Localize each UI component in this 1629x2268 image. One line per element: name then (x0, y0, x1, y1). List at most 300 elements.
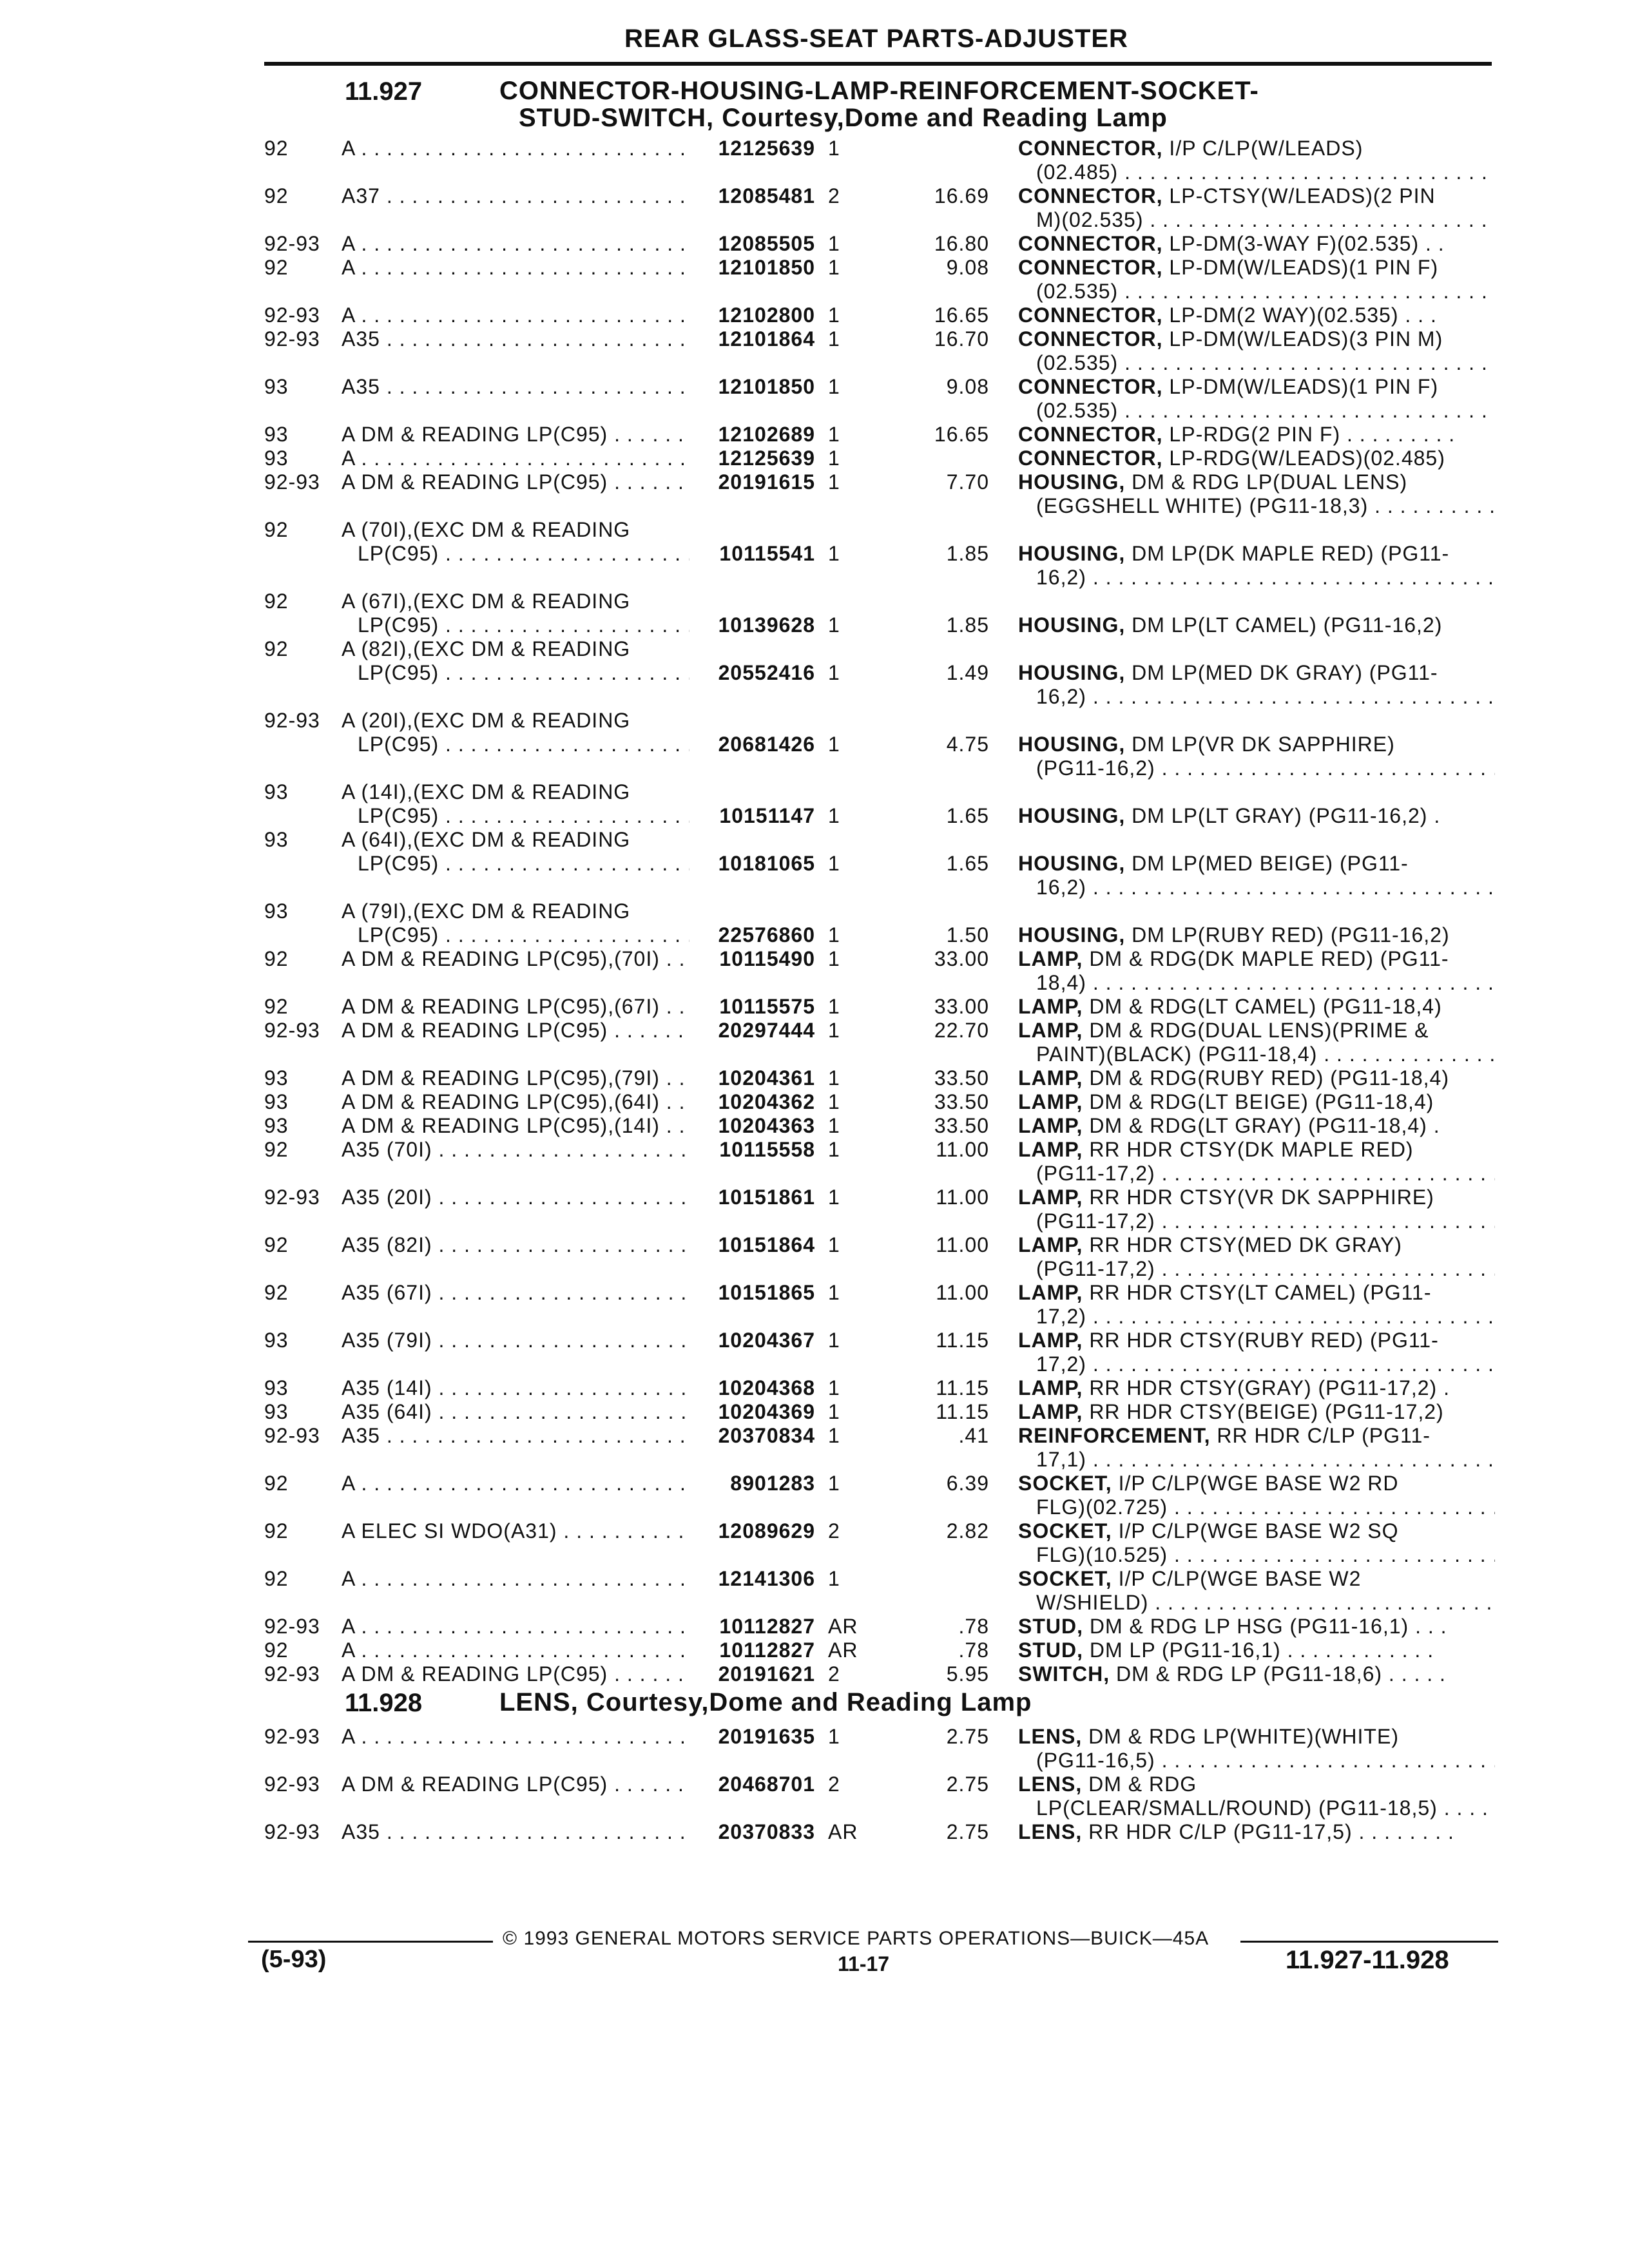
description-text: LP-RDG(2 PIN F) . . . . . . . . . (1169, 423, 1456, 446)
description-line (1018, 137, 1495, 160)
description-cell (1018, 1820, 1495, 1844)
part-number: 10204362 (718, 1090, 815, 1113)
price: 7.70 (946, 470, 989, 494)
price: 2.75 (946, 1820, 989, 1843)
description-line (1018, 208, 1495, 232)
part-number: 10204367 (718, 1329, 815, 1352)
usage-cell (342, 1773, 689, 1796)
description-text: DM & RDG LP HSG (PG11-16,1) . . . (1089, 1615, 1447, 1638)
description-text: DM LP(VR DK SAPPHIRE) (1132, 733, 1395, 756)
quantity: 1 (828, 137, 840, 160)
description-text: DM & RDG(DK MAPLE RED) (PG11- (1089, 947, 1449, 970)
usage-cell (342, 184, 689, 208)
description-cell (1018, 1329, 1495, 1376)
description-text: DM & RDG(LT CAMEL) (PG11-18,4) (1089, 995, 1442, 1018)
description-cell (1018, 1376, 1495, 1400)
description-line (1018, 756, 1495, 780)
usage-text: A35 (64I) . . . (342, 1400, 689, 1424)
quantity: 1 (828, 447, 840, 470)
part-number: 12085505 (718, 232, 815, 255)
description-noun: LENS, (1018, 1820, 1083, 1843)
year-cell: 93 (264, 828, 289, 851)
year-cell: 92-93 (264, 1820, 320, 1843)
price: 33.00 (934, 947, 989, 970)
quantity: AR (828, 1820, 858, 1843)
quantity: 2 (828, 1662, 840, 1686)
description-line (1018, 1233, 1495, 1257)
description-line (1018, 327, 1495, 351)
price: 1.85 (946, 613, 989, 637)
section-title-line1: LENS, Courtesy,Dome and Reading Lamp (499, 1688, 1032, 1716)
usage-cell (342, 1019, 689, 1043)
part-number: 10204361 (718, 1066, 815, 1090)
quantity: 1 (828, 613, 840, 637)
description-cell (1018, 1519, 1495, 1567)
usage-cell (342, 1233, 689, 1257)
description-line (1018, 1749, 1495, 1773)
description-text: RR HDR CTSY(VR DK SAPPHIRE) (1089, 1186, 1434, 1209)
description-line (1018, 1257, 1495, 1281)
description-text: FLG)(10.525) . . . (1036, 1543, 1495, 1566)
description-cell (1018, 1773, 1495, 1820)
quantity: 1 (828, 661, 840, 684)
price: 11.15 (936, 1376, 989, 1399)
price: 33.00 (934, 995, 989, 1018)
part-number: 10204369 (718, 1400, 815, 1423)
section-title-line1: CONNECTOR-HOUSING-LAMP-REINFORCEMENT-SOCKET- (499, 77, 1259, 105)
year-cell: 92-93 (264, 1773, 320, 1796)
description-cell (1018, 1424, 1495, 1472)
section-number: 11.928 (345, 1689, 423, 1717)
quantity: 1 (828, 1066, 840, 1090)
description-noun: LENS, (1018, 1773, 1083, 1796)
price: 11.00 (936, 1138, 989, 1161)
description-line (1018, 1615, 1495, 1639)
description-text: (02.535) . . . (1036, 280, 1495, 303)
quantity: 1 (828, 1019, 840, 1042)
description-line (1018, 1043, 1495, 1066)
usage-text: A35 (14I) . . . (342, 1376, 689, 1400)
description-line (1018, 184, 1495, 208)
price: 9.08 (946, 375, 989, 398)
year-cell: 92-93 (264, 1019, 320, 1042)
description-line (1018, 1639, 1495, 1662)
usage-cell (342, 470, 689, 494)
description-line (1018, 1162, 1495, 1186)
description-line (1018, 351, 1495, 375)
description-cell (1018, 1233, 1495, 1281)
quantity: 1 (828, 923, 840, 947)
quantity: 2 (828, 1519, 840, 1542)
description-text: DM & RDG(DUAL LENS)(PRIME & (1089, 1019, 1429, 1042)
description-line (1018, 1376, 1495, 1400)
year-cell: 92 (264, 590, 289, 613)
quantity: 1 (828, 733, 840, 756)
header-rule (264, 62, 1492, 66)
description-line (1018, 995, 1495, 1019)
description-cell (1018, 232, 1495, 256)
description-cell (1018, 947, 1495, 995)
usage-cell (342, 1472, 689, 1495)
quantity: 1 (828, 1725, 840, 1748)
year-cell: 92-93 (264, 1615, 320, 1638)
quantity: 1 (828, 1186, 840, 1209)
price: 11.00 (936, 1186, 989, 1209)
description-cell (1018, 733, 1495, 780)
usage-text: A (67I),(EXC DM & READING (342, 590, 631, 613)
description-cell (1018, 1019, 1495, 1066)
year-cell: 93 (264, 423, 289, 446)
usage-cell (342, 1639, 689, 1662)
description-cell (1018, 1639, 1495, 1662)
description-line (1018, 423, 1495, 447)
description-text: DM & RDG LP (PG11-18,6) . . . . . (1115, 1662, 1446, 1686)
quantity: 1 (828, 1472, 840, 1495)
description-cell (1018, 1066, 1495, 1090)
part-number: 12125639 (718, 447, 815, 470)
description-line (1018, 1567, 1495, 1591)
description-noun: CONNECTOR, (1018, 375, 1163, 398)
quantity: 1 (828, 1400, 840, 1423)
year-cell: 93 (264, 1329, 289, 1352)
description-line (1018, 1400, 1495, 1424)
usage-text: A . . . (342, 447, 689, 470)
usage-cell (342, 1424, 689, 1448)
description-cell (1018, 1186, 1495, 1233)
usage-text: A . . . (342, 1567, 689, 1591)
quantity: 1 (828, 1138, 840, 1161)
usage-text: A DM & READING LP(C95) . . . . . . . (342, 1662, 689, 1686)
description-text: DM & RDG (1088, 1773, 1197, 1796)
year-cell: 93 (264, 1090, 289, 1113)
part-number: 12125639 (718, 137, 815, 160)
description-line (1018, 1066, 1495, 1090)
part-number: 10115490 (719, 947, 815, 970)
year-cell: 92 (264, 256, 289, 279)
description-line (1018, 1329, 1495, 1352)
price: 33.50 (934, 1090, 989, 1113)
page-header-title: REAR GLASS-SEAT PARTS-ADJUSTER (624, 24, 1128, 53)
description-line (1018, 375, 1495, 399)
description-text: (02.535) . . . (1036, 399, 1495, 422)
usage-text: A DM & READING LP(C95),(79I) . . . (342, 1066, 689, 1090)
usage-text: A . . . (342, 1725, 689, 1749)
usage-text: A DM & READING LP(C95),(64I) . . . (342, 1090, 689, 1114)
usage-text: A DM & READING LP(C95) . . . . . . . (342, 1773, 689, 1796)
description-text: (02.485) . . . (1036, 160, 1495, 184)
part-number: 12102800 (718, 303, 815, 327)
year-cell: 92-93 (264, 327, 320, 351)
description-text: DM LP(MED DK GRAY) (PG11- (1132, 661, 1438, 684)
part-number: 10151864 (718, 1233, 815, 1256)
usage-text: A35 . . . (342, 375, 689, 399)
year-cell: 92 (264, 1639, 289, 1662)
usage-cell (342, 1090, 689, 1114)
description-line (1018, 160, 1495, 184)
footer-section-range: 11.927-11.928 (1286, 1946, 1449, 1974)
description-text: DM & RDG LP(WHITE)(WHITE) (1088, 1725, 1399, 1748)
description-noun: CONNECTOR, (1018, 327, 1163, 351)
quantity: 1 (828, 423, 840, 446)
description-noun: LAMP, (1018, 1019, 1083, 1042)
price: 16.69 (934, 184, 989, 207)
part-number: 20191621 (718, 1662, 815, 1686)
part-number: 10204363 (718, 1114, 815, 1137)
year-cell: 92-93 (264, 1725, 320, 1748)
description-line (1018, 1820, 1495, 1844)
usage-cell (342, 1066, 689, 1090)
part-number: 12141306 (718, 1567, 815, 1590)
description-text: DM LP(RUBY RED) (PG11-16,2) (1132, 923, 1450, 947)
quantity: 1 (828, 1233, 840, 1256)
description-line (1018, 280, 1495, 303)
description-cell (1018, 184, 1495, 232)
part-number: 10204368 (718, 1376, 815, 1399)
usage-cell (342, 423, 689, 447)
description-text: 17,2) . . . (1036, 1305, 1495, 1328)
description-noun: REINFORCEMENT, (1018, 1424, 1211, 1447)
part-number: 10181065 (718, 852, 815, 875)
part-number: 10115575 (719, 995, 815, 1018)
usage-text: A DM & READING LP(C95),(67I) . . . (342, 995, 689, 1019)
usage-text: A . . . (342, 232, 689, 256)
description-cell (1018, 1615, 1495, 1639)
year-cell: 92 (264, 995, 289, 1018)
part-number: 12101864 (718, 327, 815, 351)
part-number: 20552416 (718, 661, 815, 684)
description-cell (1018, 303, 1495, 327)
description-line (1018, 1209, 1495, 1233)
year-cell: 92 (264, 137, 289, 160)
usage-text: A35 (20I) . . . (342, 1186, 689, 1209)
description-cell (1018, 470, 1495, 518)
description-noun: LAMP, (1018, 947, 1083, 970)
price: 2.75 (946, 1773, 989, 1796)
description-noun: CONNECTOR, (1018, 256, 1163, 279)
description-cell (1018, 256, 1495, 303)
usage-cell (342, 303, 689, 327)
usage-cell (342, 327, 689, 351)
usage-text: A . . . (342, 1472, 689, 1495)
usage-text: A (79I),(EXC DM & READING (342, 899, 631, 923)
price: 33.50 (934, 1114, 989, 1137)
description-text: DM LP(LT GRAY) (PG11-16,2) . (1132, 804, 1441, 827)
description-text: (02.535) . . . (1036, 351, 1495, 374)
description-line (1018, 947, 1495, 971)
usage-text: A . . . (342, 256, 689, 280)
description-text: I/P C/LP(W/LEADS) (1169, 137, 1364, 160)
description-line (1018, 804, 1495, 828)
description-noun: HOUSING, (1018, 923, 1126, 947)
description-text: RR HDR C/LP (PG11-17,5) . . . . . . . . (1088, 1820, 1454, 1843)
usage-cell (342, 899, 689, 947)
usage-cell (342, 780, 689, 828)
quantity: 1 (828, 542, 840, 565)
description-text: (EGGSHELL WHITE) (PG11-18,3) . . . . . . . . . . (1036, 494, 1495, 517)
quantity: 1 (828, 995, 840, 1018)
part-number: 10151147 (719, 804, 815, 827)
part-number: 20370834 (718, 1424, 815, 1447)
price: 16.80 (934, 232, 989, 255)
usage-text: LP(C95) . . . (342, 852, 689, 876)
description-line (1018, 1448, 1495, 1472)
usage-cell (342, 709, 689, 756)
description-text: RR HDR CTSY(RUBY RED) (PG11- (1089, 1329, 1439, 1352)
price: 16.70 (934, 327, 989, 351)
description-noun: CONNECTOR, (1018, 303, 1163, 327)
part-number: 20191635 (718, 1725, 815, 1748)
usage-cell (342, 375, 689, 399)
description-line (1018, 1352, 1495, 1376)
description-noun: CONNECTOR, (1018, 232, 1163, 255)
description-text: RR HDR CTSY(GRAY) (PG11-17,2) . (1089, 1376, 1450, 1399)
description-text: DM LP (PG11-16,1) . . . . . . . . . . . . (1089, 1639, 1434, 1662)
usage-text: A (70I),(EXC DM & READING (342, 518, 631, 541)
usage-cell (342, 256, 689, 280)
usage-cell (342, 1329, 689, 1352)
description-line (1018, 661, 1495, 685)
description-noun: CONNECTOR, (1018, 447, 1163, 470)
quantity: 2 (828, 1773, 840, 1796)
description-noun: LAMP, (1018, 1400, 1083, 1423)
part-number: 10139628 (718, 613, 815, 637)
footer-rule-right (1240, 1941, 1498, 1943)
usage-text: A . . . (342, 137, 689, 160)
quantity: AR (828, 1639, 858, 1662)
price: 6.39 (946, 1472, 989, 1495)
year-cell: 92-93 (264, 709, 320, 732)
usage-text: A DM & READING LP(C95) . . . . . . . (342, 423, 689, 447)
price: 1.65 (946, 804, 989, 827)
description-line (1018, 303, 1495, 327)
description-text: (PG11-17,2) . . . (1036, 1209, 1495, 1233)
part-number: 10112827 (719, 1639, 815, 1662)
year-cell: 92-93 (264, 1662, 320, 1686)
description-line (1018, 256, 1495, 280)
description-text: (PG11-16,2) . . . (1036, 756, 1495, 780)
quantity: 1 (828, 1329, 840, 1352)
part-number: 22576860 (718, 923, 815, 947)
quantity: 1 (828, 303, 840, 327)
description-line (1018, 447, 1495, 470)
description-text: LP-DM(3-WAY F)(02.535) . . (1169, 232, 1445, 255)
part-number: 12101850 (718, 375, 815, 398)
part-number: 10115558 (719, 1138, 815, 1161)
description-noun: LAMP, (1018, 995, 1083, 1018)
usage-cell (342, 1114, 689, 1138)
description-text: DM LP(MED BEIGE) (PG11- (1132, 852, 1409, 875)
quantity: 1 (828, 1424, 840, 1447)
description-cell (1018, 542, 1495, 590)
description-text: DM & RDG LP(DUAL LENS) (1132, 470, 1408, 494)
description-noun: LAMP, (1018, 1090, 1083, 1113)
description-text: RR HDR CTSY(BEIGE) (PG11-17,2) (1089, 1400, 1444, 1423)
description-text: 18,4) . . . (1036, 971, 1495, 994)
description-text: (PG11-17,2) . . . (1036, 1162, 1495, 1185)
description-text: DM & RDG(LT GRAY) (PG11-18,4) . (1089, 1114, 1440, 1137)
part-number: 20370833 (718, 1820, 815, 1843)
usage-text: LP(C95) . . . (342, 542, 689, 566)
price: 11.15 (936, 1400, 989, 1423)
part-number: 20191615 (718, 470, 815, 494)
part-number: 10112827 (719, 1615, 815, 1638)
description-text: RR HDR CTSY(MED DK GRAY) (1089, 1233, 1402, 1256)
quantity: 1 (828, 1090, 840, 1113)
description-text: LP-DM(W/LEADS)(1 PIN F) (1169, 256, 1439, 279)
quantity: 1 (828, 947, 840, 970)
usage-text: A37 . . . (342, 184, 689, 208)
description-line (1018, 1796, 1495, 1820)
description-cell (1018, 1281, 1495, 1329)
description-line (1018, 1090, 1495, 1114)
part-number: 20297444 (718, 1019, 815, 1042)
usage-text: A35 (82I) . . . (342, 1233, 689, 1257)
description-text: LP-RDG(W/LEADS)(02.485) (1169, 447, 1445, 470)
usage-cell (342, 1186, 689, 1209)
description-noun: LAMP, (1018, 1186, 1083, 1209)
description-text: W/SHIELD) . . . (1036, 1591, 1495, 1614)
usage-text: LP(C95) . . . (342, 613, 689, 637)
description-noun: CONNECTOR, (1018, 423, 1163, 446)
price: .41 (958, 1424, 989, 1447)
description-line (1018, 566, 1495, 590)
price: 22.70 (934, 1019, 989, 1042)
section-title (499, 1689, 1505, 1716)
quantity: 1 (828, 1281, 840, 1304)
usage-text: LP(C95) . . . (342, 804, 689, 828)
description-line (1018, 470, 1495, 494)
quantity: 1 (828, 256, 840, 279)
quantity: 1 (828, 1114, 840, 1137)
description-text: RR HDR C/LP (PG11- (1217, 1424, 1431, 1447)
usage-text: A35 (70I) . . . (342, 1138, 689, 1162)
description-text: (PG11-16,5) . . . (1036, 1749, 1495, 1772)
usage-cell (342, 590, 689, 637)
part-number: 10151861 (718, 1186, 815, 1209)
description-cell (1018, 804, 1495, 828)
description-noun: HOUSING, (1018, 733, 1126, 756)
usage-text: A DM & READING LP(C95) . . . . . . . (342, 470, 689, 494)
usage-cell (342, 1615, 689, 1639)
usage-text: A (82I),(EXC DM & READING (342, 637, 631, 660)
usage-text: A35 . . . (342, 1820, 689, 1844)
price: 1.50 (946, 923, 989, 947)
year-cell: 92 (264, 1281, 289, 1304)
description-cell (1018, 375, 1495, 423)
description-noun: SOCKET, (1018, 1472, 1112, 1495)
description-cell (1018, 613, 1495, 637)
usage-text: A (14I),(EXC DM & READING (342, 780, 631, 803)
description-cell (1018, 852, 1495, 899)
usage-cell (342, 1820, 689, 1844)
year-cell: 92 (264, 1138, 289, 1161)
description-cell (1018, 1725, 1495, 1773)
description-noun: HOUSING, (1018, 470, 1126, 494)
part-number: 12085481 (718, 184, 815, 207)
year-cell: 92-93 (264, 232, 320, 255)
description-line (1018, 1424, 1495, 1448)
description-noun: LAMP, (1018, 1329, 1083, 1352)
price: 16.65 (934, 423, 989, 446)
usage-text: A DM & READING LP(C95) . . . . . . . (342, 1019, 689, 1043)
description-noun: LAMP, (1018, 1233, 1083, 1256)
price: 4.75 (946, 733, 989, 756)
price: 1.65 (946, 852, 989, 875)
price: 1.49 (946, 661, 989, 684)
description-cell (1018, 137, 1495, 184)
description-cell (1018, 661, 1495, 709)
usage-cell (342, 447, 689, 470)
